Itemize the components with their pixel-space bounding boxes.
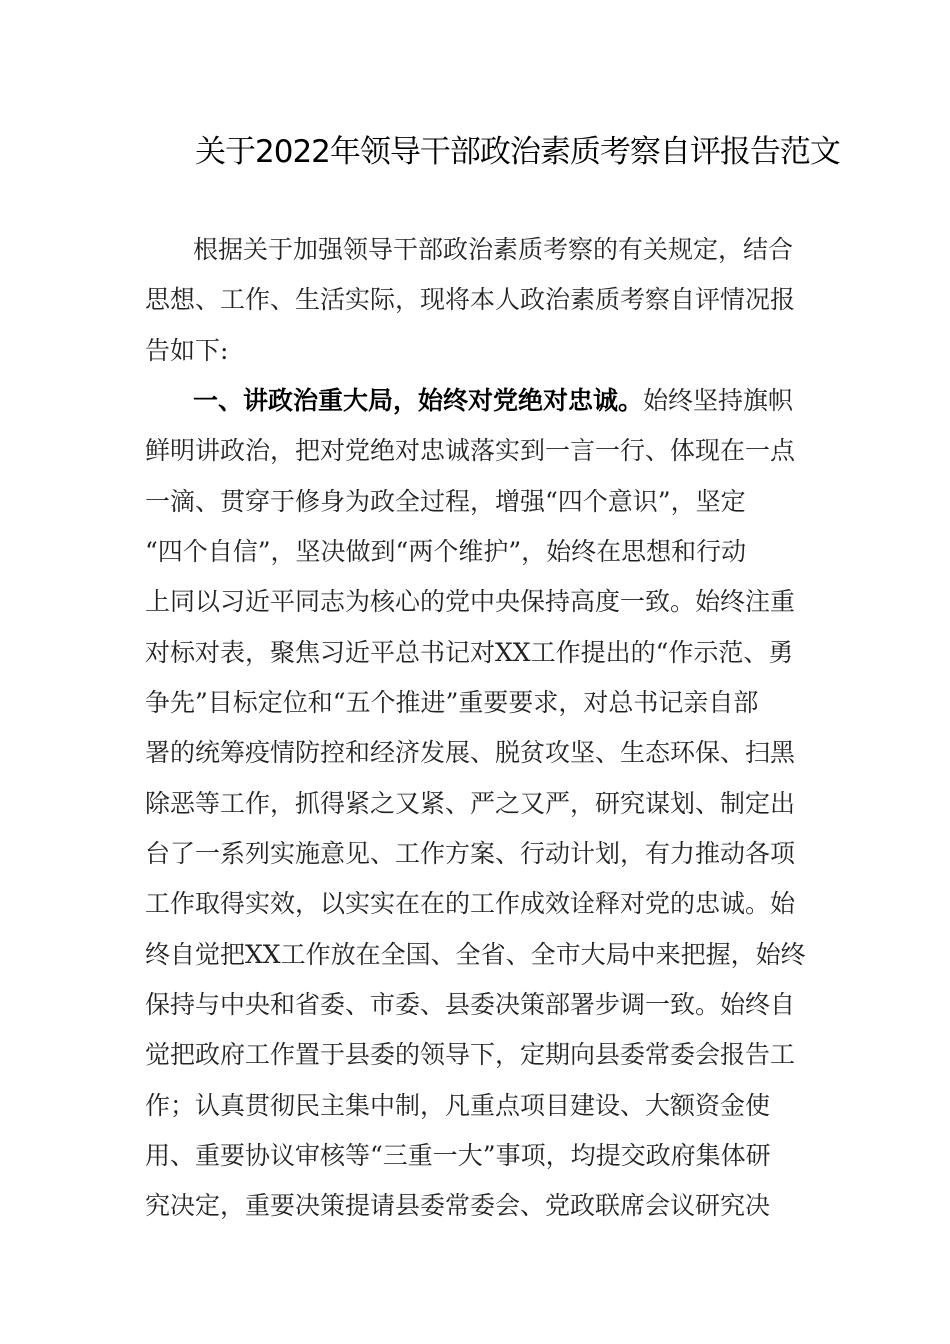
paragraph-line: 用、重要协议审核等“三重一大”事项，均提交政府集体研 [145, 1141, 771, 1170]
paragraph-line: 一滴、贯穿于修身为政全过程，增强“四个意识”，坚定 [145, 487, 746, 516]
paragraph-line: 对标对表，聚焦习近平总书记对XX工作提出的“作示范、勇 [145, 638, 794, 667]
paragraph-line: 究决定，重要决策提请县委常委会、党政联席会议研究决 [145, 1191, 771, 1220]
paragraph-line: 觉把政府工作置于县委的领导下，定期向县委常委会报告工 [145, 1040, 796, 1069]
paragraph-line: 工作取得实效，以实实在在的工作成效诠释对党的忠诚。始 [145, 889, 796, 918]
paragraph-line: 署的统筹疫情防控和经济发展、脱贫攻坚、生态环保、扫黑 [145, 738, 796, 767]
paragraph-line: 作；认真贯彻民主集中制，凡重点项目建设、大额资金使 [145, 1091, 771, 1120]
paragraph-line: 争先”目标定位和“五个推进”重要要求，对总书记亲自部 [145, 688, 759, 717]
paragraph-line: 除恶等工作，抓得紧之又紧、严之又严，研究谋划、制定出 [145, 789, 796, 818]
intro-line: 思想、工作、生活实际，现将本人政治素质考察自评情况报 [145, 285, 796, 314]
intro-line: 告如下: [145, 336, 229, 365]
section-heading-line [193, 383, 793, 419]
intro-line: 根据关于加强领导干部政治素质考察的有关规定，结合 [193, 235, 794, 264]
paragraph-line: “四个自信”，坚决做到“两个维护”，始终在思想和行动 [145, 537, 747, 566]
section-heading: 一、讲政治重大局，始终对党绝对忠诚。 [193, 386, 644, 415]
paragraph-line: 鲜明讲政治，把对党绝对忠诚落实到一言一行、体现在一点 [145, 436, 796, 465]
paragraph-line: 台了一系列实施意见、工作方案、行动计划，有力推动各项 [145, 839, 796, 868]
paragraph-line: 保持与中央和省委、市委、县委决策部署步调一致。始终自 [145, 990, 796, 1019]
paragraph-line: 上同以习近平同志为核心的党中央保持高度一致。始终注重 [145, 587, 796, 616]
paragraph-line: 终自觉把XX工作放在全国、全省、全市大局中来把握，始终 [145, 940, 806, 969]
document-title: 关于2022年领导干部政治素质考察自评报告范文 [195, 134, 840, 170]
section-text: 始终坚持旗帜 [643, 386, 794, 415]
